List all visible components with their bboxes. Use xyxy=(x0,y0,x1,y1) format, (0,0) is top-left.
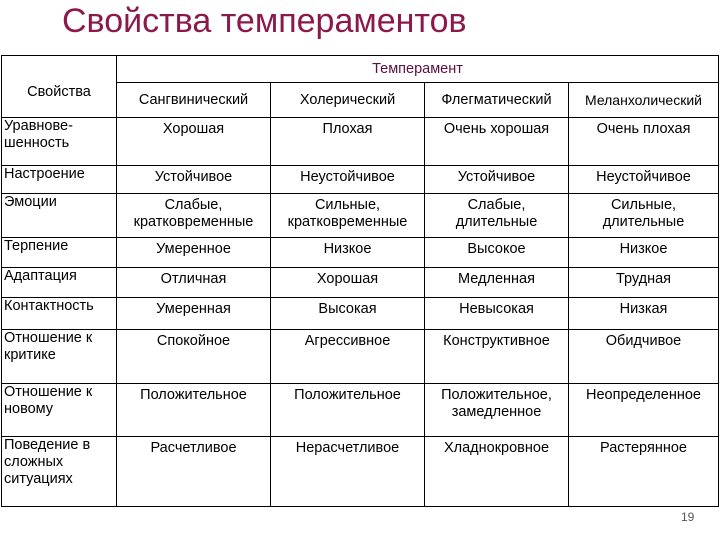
table-cell: Отличная xyxy=(117,268,271,298)
type-header-sanguine: Сангвинический xyxy=(117,83,271,118)
table-cell: Слабые, длительные xyxy=(425,194,569,238)
row-label: Адаптация xyxy=(2,268,117,298)
table-cell: Слабые, кратковременные xyxy=(117,194,271,238)
table-cell: Хорошая xyxy=(271,268,425,298)
header-row-top xyxy=(2,56,719,83)
row-label: Отношение к критике xyxy=(2,330,117,384)
table-cell: Сильные, кратковременные xyxy=(271,194,425,238)
row-label: Уравнове-шенность xyxy=(2,118,117,166)
table-cell: Высокая xyxy=(271,298,425,330)
table-cell: Невысокая xyxy=(425,298,569,330)
table-row xyxy=(2,166,719,194)
table-cell: Агрессивное xyxy=(271,330,425,384)
table-row xyxy=(2,238,719,268)
table-cell: Медленная xyxy=(425,268,569,298)
table-cell: Конструктивное xyxy=(425,330,569,384)
row-label: Эмоции xyxy=(2,194,117,238)
table-row xyxy=(2,268,719,298)
properties-header: Свойства xyxy=(2,56,117,118)
table-cell: Положительное xyxy=(117,384,271,437)
table-cell: Плохая xyxy=(271,118,425,166)
table-cell: Неустойчивое xyxy=(271,166,425,194)
row-label: Контактность xyxy=(2,298,117,330)
table-cell: Очень хорошая xyxy=(425,118,569,166)
row-label: Терпение xyxy=(2,238,117,268)
type-header-melancholic: Меланхолический xyxy=(569,83,719,118)
table-cell: Низкая xyxy=(569,298,719,330)
table-cell: Хорошая xyxy=(117,118,271,166)
table-cell: Расчетливое xyxy=(117,437,271,507)
table-cell: Обидчивое xyxy=(569,330,719,384)
table-cell: Растерянное xyxy=(569,437,719,507)
table-cell: Сильные, длительные xyxy=(569,194,719,238)
row-label: Настроение xyxy=(2,166,117,194)
table-cell: Очень плохая xyxy=(569,118,719,166)
page-number: 19 xyxy=(681,510,695,524)
table-cell: Умеренное xyxy=(117,238,271,268)
table-row xyxy=(2,437,719,507)
table-cell: Устойчивое xyxy=(117,166,271,194)
table-row xyxy=(2,118,719,166)
slide-title: Свойства темпераментов xyxy=(62,2,467,40)
type-header-phlegmatic: Флегматический xyxy=(425,83,569,118)
table-cell: Нерасчетливое xyxy=(271,437,425,507)
table-cell: Положительное, замедленное xyxy=(425,384,569,437)
table-row xyxy=(2,384,719,437)
table-row xyxy=(2,330,719,384)
table-cell: Положительное xyxy=(271,384,425,437)
table-cell: Устойчивое xyxy=(425,166,569,194)
table-row xyxy=(2,194,719,238)
table-cell: Низкое xyxy=(271,238,425,268)
row-label: Отношение к новому xyxy=(2,384,117,437)
table-cell: Низкое xyxy=(569,238,719,268)
row-label: Поведение в сложных ситуациях xyxy=(2,437,117,507)
table-cell: Неустойчивое xyxy=(569,166,719,194)
table-cell: Трудная xyxy=(569,268,719,298)
temperament-table xyxy=(1,55,719,507)
temperament-header: Темперамент xyxy=(117,56,719,83)
type-header-choleric: Холерический xyxy=(271,83,425,118)
table-cell: Спокойное xyxy=(117,330,271,384)
table-cell: Высокое xyxy=(425,238,569,268)
table-row xyxy=(2,298,719,330)
table-cell: Хладнокровное xyxy=(425,437,569,507)
table-cell: Неопределенное xyxy=(569,384,719,437)
table-cell: Умеренная xyxy=(117,298,271,330)
